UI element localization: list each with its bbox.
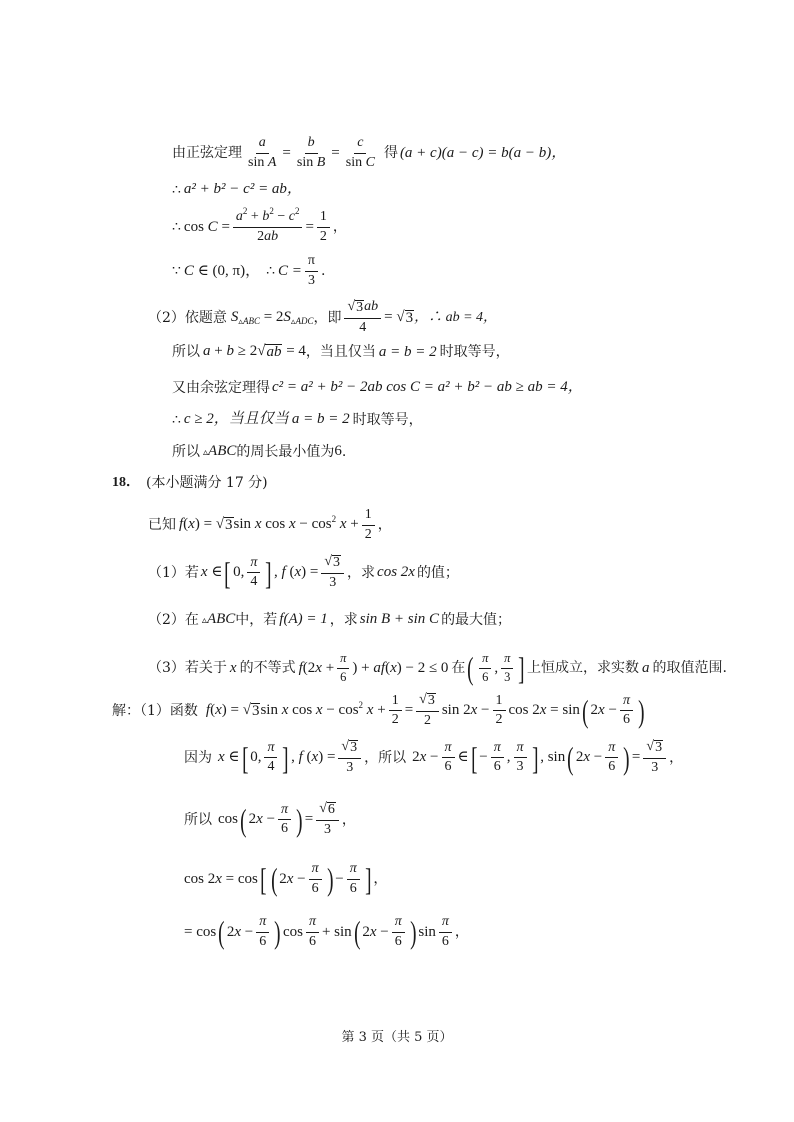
since-word: ，即 (313, 309, 342, 326)
q1-label: （1）若 (148, 564, 199, 581)
q3-variable: x (229, 659, 237, 676)
fraction-pi-over-6: $\frac{\pi}{6}$ (256, 915, 269, 949)
q3-in: 在 (451, 660, 466, 676)
cosine-law-line (172, 380, 583, 395)
iff-word: ，当且仅当 (305, 344, 376, 360)
therefore-symbol: ∴ (172, 181, 181, 198)
fraction-pi-over-6: $\frac{\pi}{6}$ (278, 803, 291, 837)
fraction-pi-over-6: $\frac{\pi}{6}$ (620, 694, 633, 728)
fraction-pi-over-6: $\frac{\pi}{6}$ (309, 862, 322, 896)
given-word: 已知 (148, 517, 176, 534)
comma: ， (454, 924, 469, 941)
solution-label: 解：（1）函数 (112, 702, 198, 719)
equality-condition: a = b = 2 (378, 343, 437, 360)
q3-end: 的取值范围. (652, 660, 727, 676)
question-1: （1）若 x ∈ [ 0, $\frac{\pi}{4}$ ] , f (x) = √ 3 3 ，求 cos 2x 的值； (148, 554, 459, 591)
problem18-header (112, 476, 268, 490)
fraction-sqrt3-over-2: √ 3 2 (416, 693, 439, 728)
law-of-sines-label: 由正弦定理 (172, 145, 242, 162)
solution-line-2: 因为 x ∈ [ 0, $\frac{\pi}{4}$ ] , f (x) = √ 3 3 ，所以 2x − $\frac{\pi}{6}$ ∈ [ − $\frac{\pi}{6}$ , $\frac{\pi}{3}$ ] , sin ( 2x − $\frac{\pi}{6}$ ) = √ 3 3 ， (184, 739, 684, 776)
comma: ， (332, 219, 347, 236)
q2-ask: ，求 (329, 611, 358, 628)
fraction-pi-over-3: $\frac{\pi}{3}$ (514, 741, 527, 775)
fraction-b-over-sinB: $\frac{b}{\text{sin B}}$ (296, 135, 326, 170)
fraction-pi-over-6: $\frac{\pi}{6}$ (439, 915, 452, 949)
equality-end: 时取等号， (439, 344, 510, 360)
fraction-a-over-sinA: $\frac{a}{\text{sin A}}$ (248, 135, 277, 170)
cosC-line: ∴ cos C = $\frac{a^2 + b^2 - c^2}{2ab}$ = $\frac{1}{2}$ ， (172, 206, 347, 244)
fraction-pi-over-4: $\frac{\pi}{4}$ (247, 556, 260, 590)
q1-end: 的值； (416, 564, 459, 581)
page-footer (0, 1031, 794, 1044)
fraction-pi-over-6: $\frac{\pi}{6}$ (306, 915, 319, 949)
fraction-cosine-law: $\frac{a^2 + b^2 - c^2}{2ab}$ (233, 210, 303, 244)
fraction-sqrt3-over-3: √ 3 3 (338, 740, 361, 775)
fraction-sqrt3-over-3: √ 3 3 (321, 555, 344, 590)
fraction-pi-over-6: $\frac{\pi}{6}$ (605, 741, 618, 775)
page-number: 第 3 页（共 5 页） (341, 1030, 453, 1045)
question-2: （2）在 ▵ABC 中，若 f(A) = 1 ，求 sin B + sin C 的最大值； (148, 611, 512, 628)
q2-end: 的最大值； (441, 611, 512, 628)
so-word: ，所以 (364, 749, 407, 766)
fraction-c-over-sinC: $\frac{c}{\text{sin C}}$ (345, 135, 375, 170)
fraction-pi-over-4: $\frac{\pi}{4}$ (264, 741, 277, 775)
fraction-one-half: $\frac{1}{2}$ (317, 210, 330, 244)
because-word: 因为 (184, 749, 212, 766)
q1-target: cos 2x (377, 564, 415, 581)
q3-param: a (642, 659, 650, 676)
therefore-symbol: ∴ (266, 263, 276, 280)
fraction-pi-over-6: $\frac{\pi}{6}$ (392, 915, 405, 949)
q3-label: （3）若关于 (148, 660, 227, 676)
fraction-pi-over-3: $\frac{\pi}{3}$ (501, 652, 513, 683)
comma: ， (341, 811, 356, 828)
cosine-law-expr: c² = a² + b² − 2ab cos C = a² + b² − ab ≥ ab = 4， (272, 379, 583, 395)
q3-tail: 上恒成立，求实数 (527, 660, 640, 676)
fraction-pi-over-6: $\frac{\pi}{6}$ (347, 862, 360, 896)
law-of-sines-line: 由正弦定理 $\frac{a}{\text{sin A}}$ = $\frac{b}{\text{sin B}}$ = $\frac{c}{\text{sin C}}$ 得 (a + c)(a − c) = b(a − b)， (172, 135, 567, 170)
period: . (341, 443, 347, 460)
q2-label: （2）在 (148, 611, 199, 628)
get-word: 得 (383, 145, 398, 162)
q1-ask: ，求 (347, 564, 376, 581)
problem-number: 18． (112, 475, 140, 490)
fraction-sqrt6-over-3: √ 6 3 (316, 802, 339, 837)
comma: ， (373, 871, 388, 888)
cosine-law-label: 又由余弦定理得 (172, 379, 270, 396)
comma: ， (669, 749, 684, 766)
equality-condition: a = b = 2 (291, 411, 350, 427)
solution-line-5: = cos ( 2x − $\frac{\pi}{6}$ ) cos $\frac{\pi}{6}$ + sin ( 2x − $\frac{\pi}{6}$ ) sin $\frac{\pi}{6}$ ， (184, 914, 469, 951)
problem-points: (本小题满分 17 分) (146, 475, 268, 491)
angle-C-line: ∵ C ∈ (0, π)， ∴ C = $\frac{\pi}{3}$ . (172, 253, 326, 288)
because-symbol: ∵ (172, 263, 181, 280)
fraction-pi-over-6: $\frac{\pi}{6}$ (491, 741, 504, 775)
solution-line-1: 解：（1）函数 f(x) = √ 3 sin x $\cos x - \cos^2 x$ + $\frac{1}{2}$ = √ 3 2 sin 2x − $\frac{1}{2}$ cos 2x = sin ( 2x − $\frac{\pi}{6}$ ) (112, 692, 645, 729)
fraction-pi-over-3: $\frac{\pi}{3}$ (305, 254, 318, 288)
derived-equation: (a + c)(a − c) = b(a − b)， (399, 144, 567, 161)
fraction-one-half: $\frac{1}{2}$ (362, 508, 375, 542)
perimeter-label: 的周长最小值为 (236, 443, 335, 460)
therefore-line-1 (172, 182, 302, 197)
solution-line-4: cos 2x = cos [ ( 2x − $\frac{\pi}{6}$ ) − $\frac{\pi}{6}$ ] ， (184, 861, 388, 898)
angle-C-result: C = (278, 262, 302, 279)
fraction-pi-over-6: $\frac{\pi}{6}$ (337, 652, 349, 683)
fraction-pi-over-6: $\frac{\pi}{6}$ (442, 741, 455, 775)
therefore-symbol: ∴ (172, 219, 181, 236)
fraction-sqrt3-over-3: √ 3 3 (643, 740, 666, 775)
fraction-pi-over-6: $\frac{\pi}{6}$ (479, 652, 491, 683)
perimeter-line: 所以 ▵ABC 的周长最小值为 6 . (172, 443, 347, 460)
fraction-one-half: $\frac{1}{2}$ (493, 694, 506, 728)
so-word: 所以 (184, 811, 212, 828)
c-bound-line (172, 412, 423, 427)
part2-label: （2）依题意 (148, 309, 227, 326)
so-word: 所以 (172, 443, 200, 460)
q2-target: sin B + sin C (359, 611, 440, 627)
perimeter-value: 6 (334, 443, 342, 459)
ab-result: ，∴ ab = 4， (414, 309, 498, 325)
am-gm-line: 所以 a + b ≥ 2√ ab = 4 ，当且仅当 a = b = 2 时取等号， (172, 343, 510, 360)
fraction-sqrt3ab-over-4: √ 3 ab 4 (344, 300, 381, 335)
relation-abc: a² + b² − c² = ab， (183, 181, 302, 197)
q3-mid: 的不等式 (239, 660, 296, 676)
equality-end: 时取等号， (352, 411, 423, 428)
question-3: （3）若关于 x 的不等式 f(2x + $\frac{\pi}{6}$ ) + af(x) − 2 ≤ 0 在 ( $\frac{\pi}{6}$ , $\frac{\pi}{3}$ ] 上恒成立，求实数 a 的取值范围. (148, 650, 727, 686)
therefore-symbol: ∴ (172, 411, 181, 428)
fraction-one-half: $\frac{1}{2}$ (389, 694, 402, 728)
function-definition: 已知 f(x) = √ 3 sin x $\cos x - \cos^2 x$ + $\frac{1}{2}$ ， (148, 507, 392, 542)
solution-line-3: 所以 cos ( 2x − $\frac{\pi}{6}$ ) = √ 6 3 ， (184, 801, 356, 838)
q2-mid: 中，若 (235, 611, 278, 628)
so-word: 所以 (172, 344, 200, 360)
part2-area-line: （2）依题意 $S_{▵ABC} = 2S_{▵ADC}$ ，即 √ 3 ab 4 = √ 3 ，∴ ab = 4， (148, 299, 498, 335)
q2-condition: f(A) = 1 (279, 611, 328, 627)
c-bound-expr: c ≥ 2，当且仅当 (183, 411, 289, 427)
